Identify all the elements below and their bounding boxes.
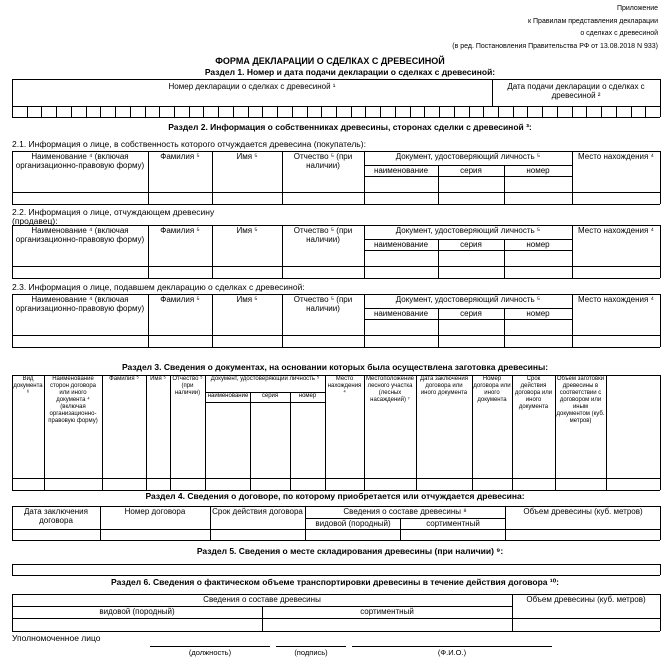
party-declarant-document-header: Документ, удостоверяющий личность ⁵ — [395, 295, 541, 304]
party-seller-document-header: Документ, удостоверяющий личность ⁵ — [395, 226, 541, 235]
declaration-number-label: Номер декларации о сделках с древесиной ¹ — [168, 82, 336, 91]
harvest-col-document-header: Документ, удостоверяющий личность ⁵ — [210, 376, 320, 382]
contract-composition-header: Сведения о составе древесины ⁸ — [343, 507, 467, 516]
party-buyer-location-header: Место нахождения ⁴ — [578, 152, 654, 161]
harvest-col-doc-name-header: наименование — [207, 393, 249, 399]
party-seller-doc-number-header: номер — [526, 240, 550, 249]
declaration-date-label: Дата подачи декларации о сделках с древесиной ² — [507, 82, 645, 100]
party-declarant-location-header: Место нахождения ⁴ — [578, 295, 654, 304]
storage-place-field[interactable] — [13, 565, 659, 575]
contract-assortment-header: сортиментный — [426, 519, 480, 528]
party-buyer-firstname-header: Имя ⁵ — [236, 152, 258, 161]
section-5-heading: Раздел 5. Сведения о месте складирования древесины (при наличии) ⁹: — [196, 546, 504, 556]
party-seller-doc-name-header: наименование — [373, 240, 429, 249]
party-seller-location-header: Место нахождения ⁴ — [578, 226, 654, 235]
subsection-2-2-label: 2.2. Информация о лице, отчуждающем древесину (продавец): — [12, 207, 215, 226]
appendix-line-3: о сделках с древесиной — [580, 30, 658, 37]
party-declarant-surname-header: Фамилия ⁵ — [160, 295, 200, 304]
section-4-heading: Раздел 4. Сведения о договоре, по которому приобретается или отчуждается древесина: — [145, 491, 525, 501]
transport-species-header: видовой (породный) — [99, 607, 175, 616]
harvest-col-doc-series-header: серия — [261, 393, 279, 399]
appendix-line-2: к Правилам представления декларации — [528, 17, 658, 25]
harvest-col-plot-location-header: Местоположение лесного участка (лесных насаждений) ⁷ — [365, 376, 415, 403]
party-buyer-document-header: Документ, удостоверяющий личность ⁵ — [395, 152, 541, 161]
harvest-col-location-header: Место нахождения ⁴ — [327, 376, 362, 396]
party-declarant-input-row[interactable] — [13, 336, 659, 346]
signatory-label: Уполномоченное лицо — [12, 633, 101, 643]
party-seller-firstname-header: Имя ⁵ — [236, 226, 258, 235]
harvest-col-harvest-volume-header: Объем заготовки древесины в соответствии с договором или иным документом (куб. метров) — [556, 376, 605, 424]
harvest-col-conclusion-date-header: Дата заключения договора или иного документа — [420, 376, 468, 396]
contract-term-header: Срок действия договора — [212, 507, 303, 516]
party-declarant-doc-number-header: номер — [526, 309, 550, 318]
party-buyer-surname-header: Фамилия ⁵ — [160, 152, 200, 161]
harvest-col-surname-header: Фамилия ⁵ — [109, 376, 139, 382]
form-title: ФОРМА ДЕКЛАРАЦИИ О СДЕЛКАХ С ДРЕВЕСИНОЙ — [215, 56, 445, 66]
party-buyer-doc-number-header: номер — [526, 166, 550, 175]
contract-species-header: видовой (породный) — [315, 519, 391, 528]
subsection-2-3-label: 2.3. Информация о лице, подавшем декларацию о сделках с древесиной: — [12, 282, 305, 292]
party-seller-doc-series-header: серия — [460, 240, 482, 249]
party-buyer-patronymic-header: Отчество ⁵ (при наличии) — [293, 152, 353, 170]
harvest-col-doc-number-header: номер — [298, 393, 317, 399]
harvest-col-doc-type-header: Вид документа ⁶ — [13, 376, 43, 396]
party-declarant-firstname-header: Имя ⁵ — [236, 295, 258, 304]
harvest-col-firstname-header: Имя ⁵ — [150, 376, 166, 382]
party-declarant-doc-name-header: наименование — [373, 309, 429, 318]
party-seller-surname-header: Фамилия ⁵ — [160, 226, 200, 235]
transport-volume-header: Объем древесины (куб. метров) — [526, 595, 646, 604]
harvest-col-parties-header: Наименование сторон договора или иного документа ⁴ (включая организационно-правовую форму) — [48, 376, 98, 424]
contract-volume-header: Объем древесины (куб. метров) — [523, 507, 643, 516]
fio-caption: (Ф.И.О.) — [437, 648, 467, 657]
party-buyer-doc-name-header: наименование — [373, 166, 429, 175]
transport-assortment-header: сортиментный — [360, 607, 414, 616]
harvest-input-row[interactable] — [13, 479, 659, 489]
signature-caption: (подпись) — [294, 648, 328, 657]
section-6-heading: Раздел 6. Сведения о фактическом объеме транспортировки древесины в течение действия договора ¹⁰: — [111, 577, 559, 587]
section-3-heading: Раздел 3. Сведения о документах, на основании которых была осуществлена заготовка древесины: — [121, 362, 549, 372]
contract-date-header: Дата заключения договора — [24, 507, 88, 525]
party-buyer-input-row[interactable] — [13, 193, 659, 203]
party-declarant-name-header: Наименование ⁴ (включая организационно-правовую форму) — [15, 295, 145, 313]
party-buyer-doc-series-header: серия — [460, 166, 482, 175]
party-declarant-patronymic-header: Отчество ⁵ (при наличии) — [293, 295, 353, 313]
appendix-line-1: Приложение — [616, 5, 658, 12]
transport-input-row[interactable] — [13, 619, 659, 630]
transport-composition-header: Сведения о составе древесины — [203, 595, 321, 604]
harvest-col-validity-term-header: Срок действия договора или иного документа — [514, 376, 553, 410]
appendix-block — [358, 3, 658, 53]
contract-number-header: Номер договора — [124, 507, 186, 516]
appendix-line-4: (в ред. Постановления Правительства РФ от 13.08.2018 N 933) — [452, 42, 658, 50]
position-caption: (должность) — [188, 648, 232, 657]
section-2-heading: Раздел 2. Информация о собственниках древесины, сторонах сделки с древесиной ³: — [168, 122, 532, 132]
harvest-col-patronymic-header: Отчество ⁵ (при наличии) — [172, 376, 203, 396]
party-seller-name-header: Наименование ⁴ (включая организационно-правовую форму) — [15, 226, 145, 244]
party-declarant-doc-series-header: серия — [460, 309, 482, 318]
harvest-col-doc-number-header: Номер договора или иного документа — [473, 376, 511, 403]
party-buyer-name-header: Наименование ⁴ (включая организационно-правовую форму) — [15, 152, 145, 170]
party-seller-patronymic-header: Отчество ⁵ (при наличии) — [293, 226, 353, 244]
section-1-heading: Раздел 1. Номер и дата подачи декларации о сделках с древесиной: — [204, 67, 496, 77]
party-seller-input-row[interactable] — [13, 267, 659, 277]
subsection-2-1-label: 2.1. Информация о лице, в собственность которого отчуждается древесина (покупатель): — [12, 139, 366, 149]
contract-input-row[interactable] — [13, 530, 659, 540]
